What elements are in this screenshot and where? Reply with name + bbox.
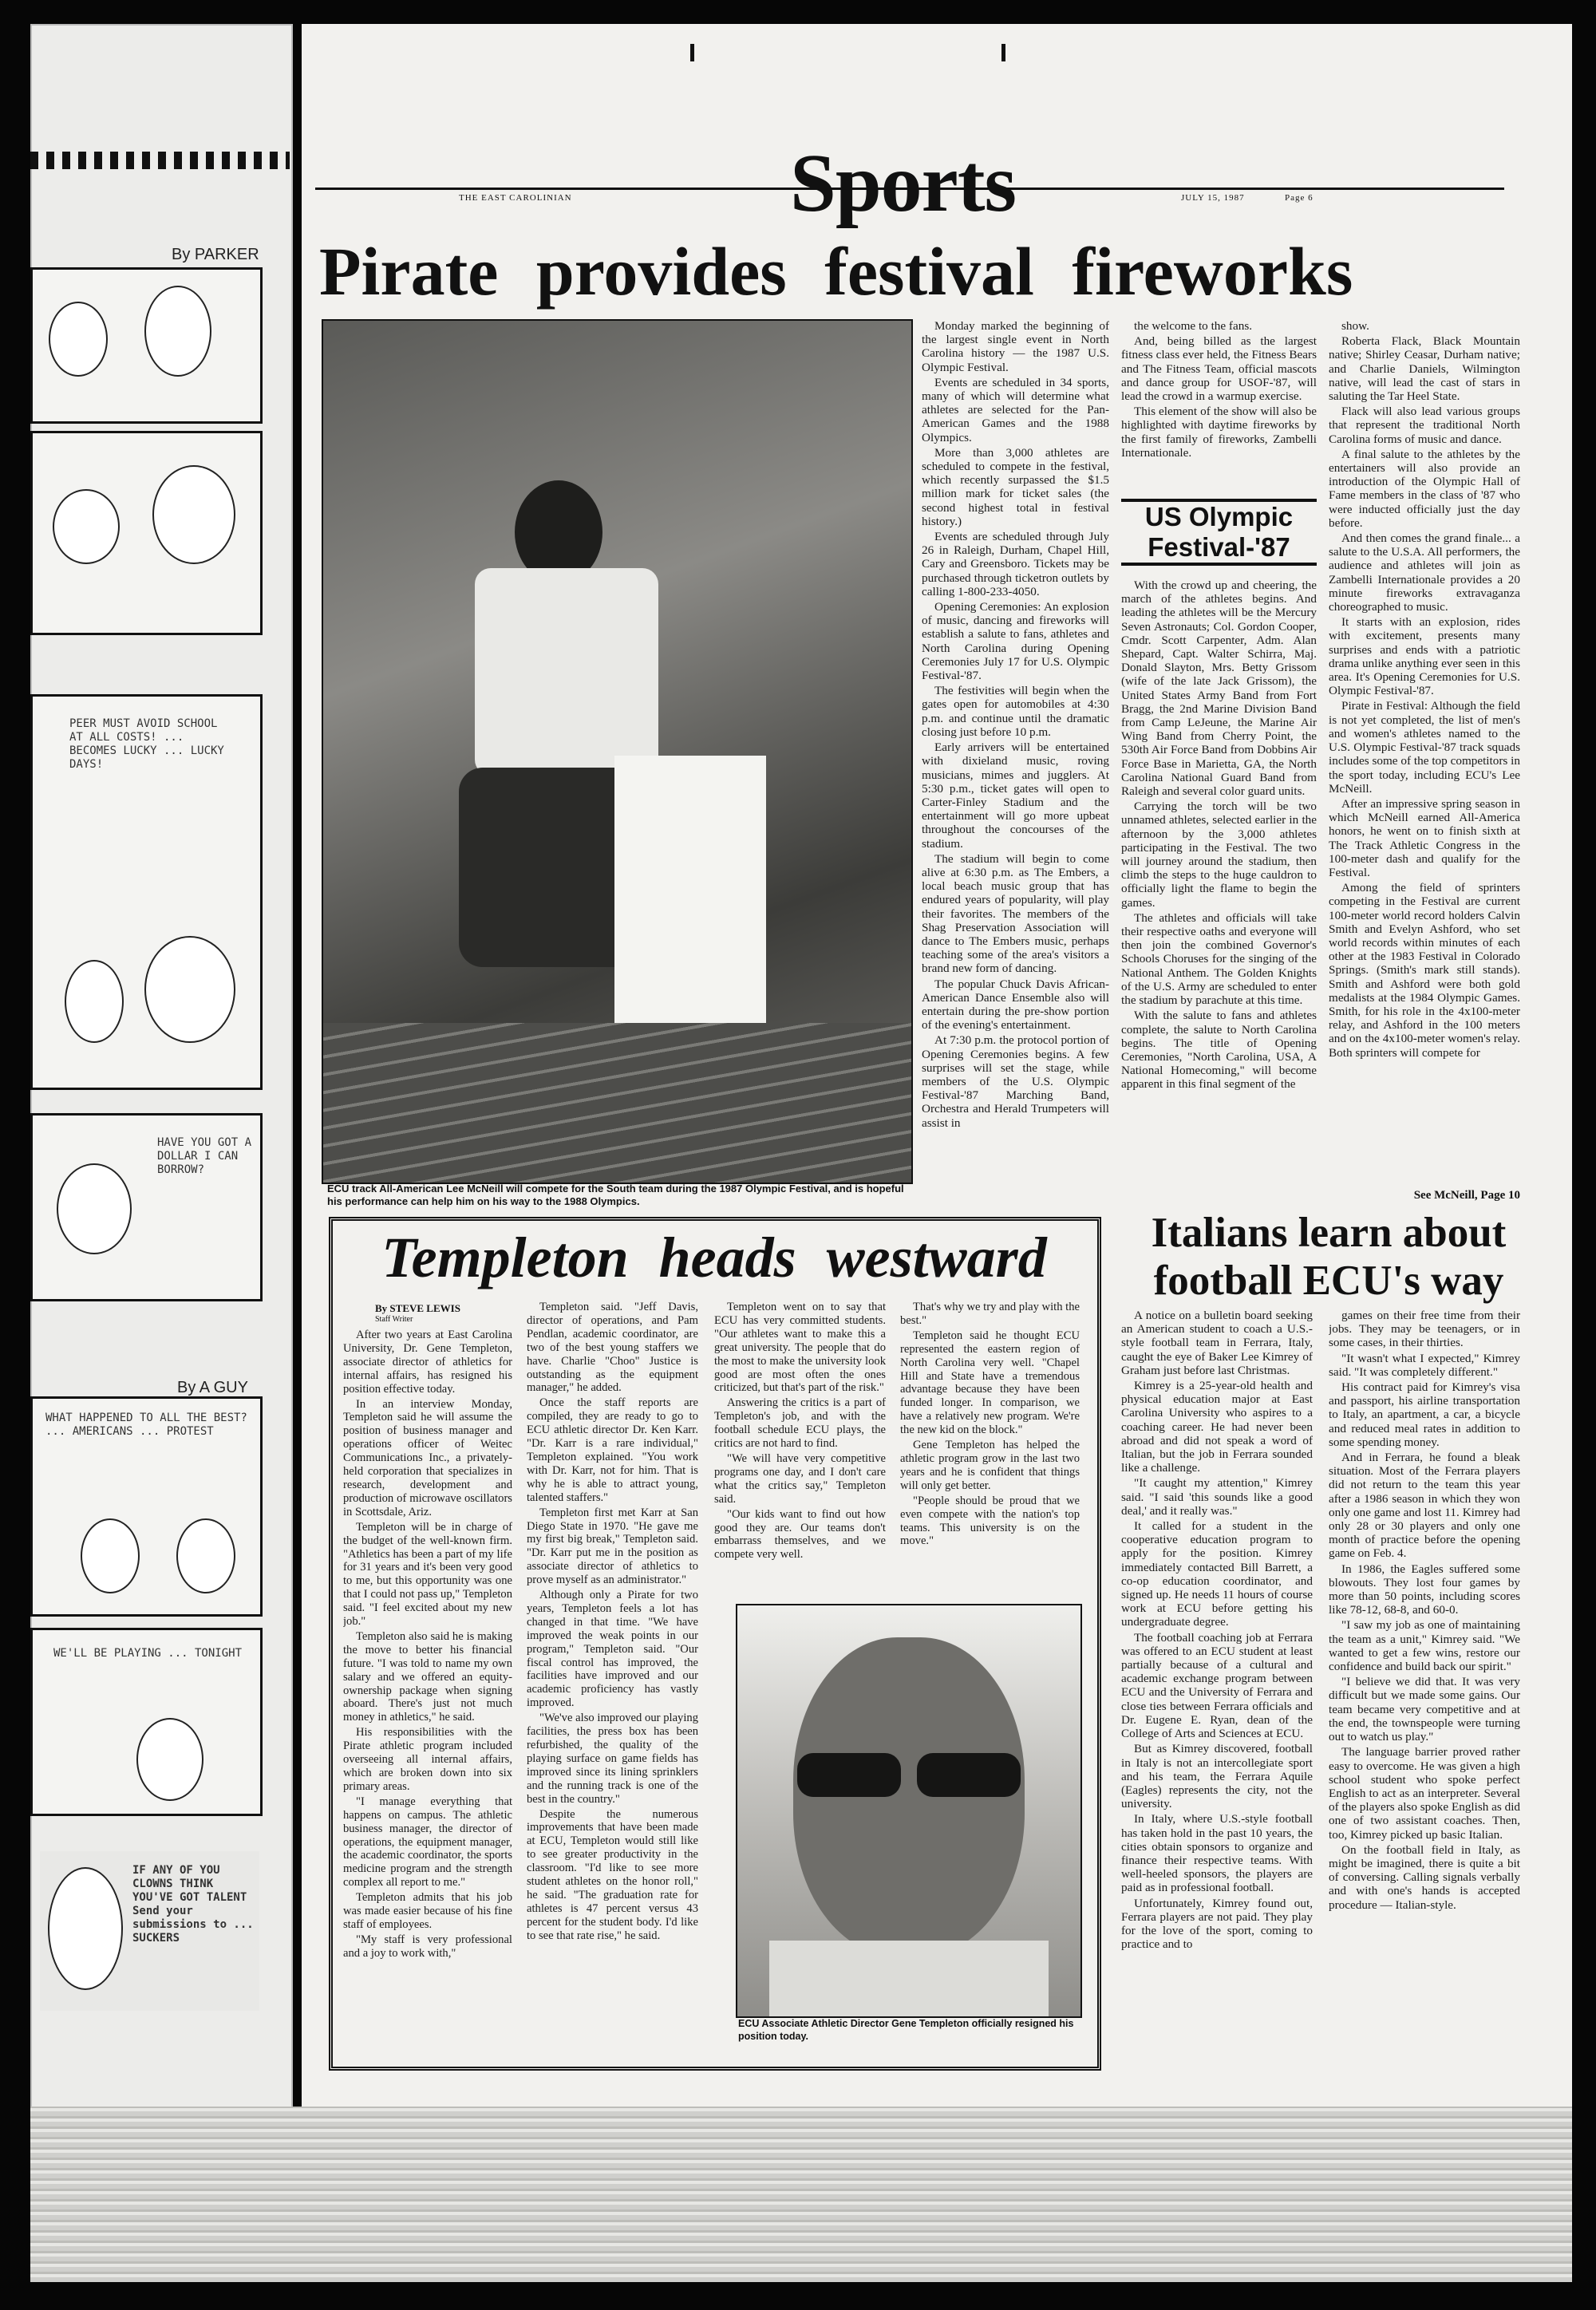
article-paragraph: A notice on a bulletin board seeking an American student to coach a U.S.-style football team in Ferrara, Italy, caught the eye of Baker Lee Kimrey of Graham just before last Christmas.: [1121, 1309, 1313, 1377]
article-paragraph: In 1986, the Eagles suffered some blowouts. They lost four games by more than 50 points, including scores like 78-12, 68-8, and 60-0.: [1329, 1562, 1520, 1617]
paper-name: THE EAST CAROLINIAN: [459, 193, 572, 203]
headline-italians: Italians learn about football ECU's way: [1151, 1210, 1507, 1304]
article-paragraph: At 7:30 p.m. the protocol portion of Opening Ceremonies begins. A few surprises will set the stage, while members of the U.S. Olympic Festival-'87 Marching Band, Orchestra and Herald Trumpeters will assist in: [922, 1033, 1109, 1130]
article-paragraph: Flack will also lead various groups that represent the traditional North Carolina forms of music and dance.: [1329, 405, 1520, 446]
article-paragraph: Once the staff reports are compiled, they are ready to go to ECU athletic director Dr. Ken Karr. "Dr. Karr is a rare individual," Templeton explained. "You work with Dr. Karr, not for him. That is why he is able to attract young, talented staffers.": [527, 1396, 698, 1504]
article-paragraph: Unfortunately, Kimrey found out, Ferrara players are not paid. They play for the love of the sport, coming to practice and to: [1121, 1896, 1313, 1952]
article-column: [1121, 578, 1317, 1217]
article-paragraph: "I believe we did that. It was very difficult but we made some gains. Our team became very competitive and at the end, the townspeople were turning out to watch us play.": [1329, 1675, 1520, 1744]
article-paragraph: This element of the show will also be highlighted with daytime fireworks by the first family of fireworks, Zambelli Internationale.: [1121, 405, 1317, 460]
photo-gene-templeton: [736, 1604, 1082, 2018]
article-paragraph: "People should be proud that we even compete with the nation's top teams. This university is on the move.": [900, 1494, 1080, 1548]
article-paragraph: That's why we try and play with the best.": [900, 1301, 1080, 1327]
registration-mark: [1001, 44, 1005, 61]
article-paragraph: The language barrier proved rather easy to overcome. He was given a high school student who spoke perfect English to act as an interpreter. Several of the players also spoke English as did one of two assistant coaches. Then, too, Kimrey picked up basic Italian.: [1329, 1745, 1520, 1842]
article-paragraph: Among the field of sprinters competing in the Festival are current 100-meter world record holders Calvin Smith and Evelyn Ashford, who set world records within minutes of each other at the 1983 Festival in Colorado Springs. (Smith's mark still stands). Smith and Ashford were both gold medalists at the 1984 Olympic Games. Smith, for his role in the 4x100-meter relay, and Ashford in the 100 meters and on the 4x100-meter women's relay. Both sprinters will compete for: [1329, 881, 1520, 1060]
article-paragraph: Pirate in Festival: Although the field is not yet completed, the list of men's and women's athletes named to the U.S. Olympic Festival-'87 track squads includes some of the top competitors in the sport today, including ECU's Lee McNeill.: [1329, 699, 1520, 796]
article-paragraph: On the football field in Italy, as might be imagined, there is quite a bit of conversing. Calling signals verbally and with one's hands is accepted procedure — Italian-style.: [1329, 1842, 1520, 1912]
article-column: [343, 1329, 512, 2047]
article-paragraph: "My staff is very professional and a joy to work with,": [343, 1933, 512, 1960]
article-paragraph: Templeton first met Karr at San Diego State in 1970. "He gave me my first big break," Templeton said. "Dr. Karr put me in the position as associate director of athletics to prove myself as an administrator.": [527, 1506, 698, 1587]
article-paragraph: Despite the numerous improvements that have been made at ECU, Templeton would still like to see greater productivity in the classroom. "I'd like to see more student athletes on the honor roll," he said. "The graduation rate for athletes is 47 percent versus 43 percent for the student body. I'd like to see that rate rise," he said.: [527, 1807, 698, 1942]
article-column: [714, 1301, 886, 1588]
comic-panel-3: [30, 694, 263, 1090]
article-paragraph: The football coaching job at Ferrara was offered to an ECU student at least partially because of a cultural and academic exchange program between ECU and the University of Ferrara and close ties between Ferrara officials and Dr. Eugene E. Ryan, dean of the College of Arts and Sciences at ECU.: [1121, 1630, 1313, 1741]
article-paragraph: The popular Chuck Davis African-American Dance Ensemble also will entertain during the pre-show portion of the evening's entertainment.: [922, 977, 1109, 1033]
page-number: Page 6: [1285, 193, 1314, 203]
article-paragraph: It starts with an explosion, rides with excitement, presents many surprises and ends with a patriotic drama unlike anything ever seen in this area. It's Opening Ceremonies for U.S. Olympic Festival-'87.: [1329, 615, 1520, 698]
headline-templeton: Templeton heads westward: [381, 1226, 1047, 1289]
article-paragraph: The athletes and officials will take their respective oaths and everyone will then join the combined Governor's Schools Choruses for the singing of the National Anthem. The Golden Knights of the U.S. Army are scheduled to enter the stadium by parachute at this time.: [1121, 910, 1317, 1008]
article-paragraph: In Italy, where U.S.-style football has taken hold in the past 10 years, the cities obtain sponsors to organize and finance their respective teams. With well-heeled sponsors, the players are paid as in professional football.: [1121, 1812, 1313, 1895]
article-column: [527, 1301, 698, 2047]
article-paragraph: The festivities will begin when the gates open for automobiles at 4:30 p.m. and continue until the dramatic closing just before 10 p.m.: [922, 684, 1109, 739]
comic-speech-text: PEER MUST AVOID SCHOOL AT ALL COSTS! ... BECOMES LUCKY ... LUCKY DAYS!: [69, 717, 224, 771]
headline-pirate-festival: Pirate provides festival fireworks: [319, 233, 1353, 310]
article-paragraph: Carrying the torch will be two unnamed athletes, selected earlier in the afternoon by the 3,000 athletes participating in the Festival. The two will journey around the stadium, then climb the steps to the huge cauldron to officially light the flame to begin the games.: [1121, 800, 1317, 910]
byline: By STEVE LEWIS: [375, 1302, 460, 1314]
article-paragraph: "We've also improved our playing facilities, the press box has been refurbished, the quality of the playing surface on game fields has improved since its lining sprinklers and the running track is one of the best in the country.": [527, 1712, 698, 1806]
article-paragraph: "I saw my job as one of maintaining the team as a unit," Kimrey said. "We wanted to get a few wins, restore our confidence and build back our spirit.": [1329, 1618, 1520, 1674]
comic-speech-text: WE'LL BE PLAYING ... TONIGHT: [53, 1647, 243, 1660]
article-paragraph: But as Kimrey discovered, football in Italy is not an intercollegiate sport and his team, the Ferrara Aquile (Eagles) represents the city, not the university.: [1121, 1742, 1313, 1811]
article-paragraph: the welcome to the fans.: [1134, 319, 1253, 333]
article-paragraph: Templeton will be in charge of the budget of the well-known firm. "Athletics has been a part of my life for 31 years and it's been very good to me, but this opportunity was one that I could not pass up," Templeton said. "I feel excited about my new job.": [343, 1520, 512, 1629]
submissions-ad: [40, 1851, 259, 2011]
article-paragraph: "Our kids want to find out how good they are. Our teams don't embarrass themselves, and we compete very well.: [714, 1507, 886, 1562]
article-paragraph: Gene Templeton has helped the athletic program grow in the last two years and he is confident that things will only get better.: [900, 1439, 1080, 1492]
comic-byline-top: By PARKER: [172, 246, 259, 263]
ad-text: IF ANY OF YOU CLOWNS THINK YOU'VE GOT TALENT Send your submissions to ... SUCKERS: [132, 1864, 254, 1945]
comic-panel-2: [30, 431, 263, 635]
article-paragraph: His contract paid for Kimrey's visa and passport, his airline transportation to Italy, an apartment, a car, a bicycle and reduced meal rates in addition to some spending money.: [1329, 1380, 1520, 1449]
article-paragraph: Templeton went on to say that ECU has very committed students. "Our athletes want to make this a great university. The people that do the most to make the university look good are most often the ones criticized, but that's part of the risk.": [714, 1301, 886, 1395]
article-paragraph: More than 3,000 athletes are scheduled to compete in the festival, which recently surpassed the $1.5 million mark for ticket sales (the second highest total in festival history.): [922, 445, 1109, 528]
photo-lee-mcneill: [322, 319, 913, 1184]
registration-mark: [690, 44, 694, 61]
article-paragraph: Early arrivers will be entertained with dixieland music, roving musicians, mimes and jugglers. At 5:30 p.m., ticket gates will open to Carter-Finley Stadium and the entertainment will go more upbeat throughout the concourses of the stadium.: [922, 740, 1109, 851]
comic-byline-bottom: By A GUY: [177, 1379, 248, 1396]
article-paragraph: His responsibilities with the Pirate athletic program included overseeing all internal affairs, which are broken down into six primary areas.: [343, 1726, 512, 1793]
article-paragraph: And in Ferrara, he found a bleak situation. Most of the Ferrara players did not return to the team this year after a 1986 season in which they won only one game and lost 11. Kimrey had only 28 or 30 players and only one month of practice before the opening game on Feb. 4.: [1329, 1451, 1520, 1561]
article-paragraph: games on their free time from their jobs. They may be teenagers, or in some cases, in their thirties.: [1329, 1309, 1520, 1350]
article-paragraph: With the crowd up and cheering, the march of the athletes begins. And leading the athletes will be the Mercury Seven Astronauts; Col. Gordon Cooper, Cmdr. Scott Carpenter, Adm. Alan Shepard, Capt. Walter Schirra, Maj. Donald Slayton, Mrs. Betty Grissom (wife of the late Jack Grissom), the United States Army Band from Fort Bragg, the 2nd Marine Division Band from Camp LeJeune, the Marine Air Wing Band from Cherry Point, the 530th Air Force Band from Dobbins Air Force Base in Marietta, GA, the North Carolina National Guard Band from Raleigh and several color guard units.: [1121, 578, 1317, 799]
comic-speech-text: WHAT HAPPENED TO ALL THE BEST? ... AMERICANS ... PROTEST: [45, 1412, 247, 1438]
article-column: [1121, 319, 1317, 495]
jump-line: See McNeill, Page 10: [1413, 1189, 1520, 1202]
article-paragraph: "It wasn't what I expected," Kimrey said. "It was completely different.": [1329, 1351, 1520, 1379]
article-paragraph: Kimrey is a 25-year-old health and physical education major at East Carolina University who aspires to a coaching career. He had never been abroad and did not speak a word of Italian, but the job in Ferrara sounded like a challenge.: [1121, 1379, 1313, 1475]
article-column: [1329, 1309, 1520, 2107]
comic-panel-6: [30, 1628, 263, 1816]
article-column: [1329, 319, 1520, 1201]
article-paragraph: Answering the critics is a part of Templeton's job, and with the football schedule ECU plays, the critics are not hard to find.: [714, 1396, 886, 1451]
article-paragraph: And, being billed as the largest fitness class ever held, the Fitness Bears and The Fitness Team, official mascots and dance group for USOF-'87, will lead the crowd in a warmup exercise.: [1121, 334, 1317, 404]
article-paragraph: With the salute to fans and athletes complete, the salute to North Carolina begins. The title of Opening Ceremonies, "North Carolina, USA, A National Homecoming," will become apparent in this final segment of the: [1121, 1009, 1317, 1092]
article-paragraph: Events are scheduled through July 26 in Raleigh, Durham, Chapel Hill, Cary and Greensboro. Tickets may be purchased through ticketron outlets by calling 1-800-233-4050.: [922, 530, 1109, 598]
olympic-festival-logo: US Olympic Festival-'87: [1121, 499, 1317, 566]
photo-caption-mcneill: ECU track All-American Lee McNeill will compete for the South team during the 1987 Olympic Festival, and is hopeful his performance can help him on his way to the 1988 Olympics.: [327, 1183, 904, 1207]
photo-caption-templeton: ECU Associate Athletic Director Gene Templeton officially resigned his position today.: [738, 2018, 1074, 2042]
article-paragraph: show.: [1341, 319, 1369, 333]
article-paragraph: "It caught my attention," Kimrey said. "I said 'this sounds like a good deal,' and it really was.": [1121, 1476, 1313, 1518]
article-paragraph: And then comes the grand finale... a salute to the U.S.A. All performers, the audience and athletes will join as Zambelli Internationale provides a 20 minute fireworks extravaganza choreographed to music.: [1329, 531, 1520, 614]
article-paragraph: A final salute to the athletes by the entertainers will also provide an introduction of the Olympic Hall of Fame members in the class of '87 who were inducted officially just the day before.: [1329, 447, 1520, 530]
article-paragraph: It called for a student in the cooperative education program to apply for the position. Kimrey immediately contacted Bill Barrett, a co-op education coordinator, and signed up. He needs 11 hours of course work at ECU before getting his undergraduate degree.: [1121, 1519, 1313, 1629]
comic-panel-5: [30, 1396, 263, 1617]
article-paragraph: Roberta Flack, Black Mountain native; Shirley Ceasar, Durham native; and Charlie Daniels, Wilmington native, will lead the cast of stars in saluting the Tar Heel State.: [1329, 334, 1520, 404]
film-edge: [30, 2107, 1572, 2282]
article-paragraph: Monday marked the beginning of the largest single event in North Carolina history — the 1987 U.S. Olympic Festival.: [922, 319, 1109, 374]
section-title: Sports: [790, 137, 1016, 229]
article-paragraph: Although only a Pirate for two years, Templeton feels a lot has changed in that time. "We have improved the weak points in our program," Templeton said. "Our fiscal control has improved, the facilities have improved and our academic proficiency has vastly improved.: [527, 1589, 698, 1710]
article-paragraph: Opening Ceremonies: An explosion of music, dancing and fireworks will establish a salute to fans, athletes and North Carolina during Opening Ceremonies July 17 for U.S. Olympic Festival-'87.: [922, 600, 1109, 683]
article-paragraph: "We will have very competitive programs one day, and I don't care what the critics say," Templeton said.: [714, 1451, 886, 1506]
article-paragraph: After two years at East Carolina University, Dr. Gene Templeton, associate director of athletics for internal affairs, has resigned his position effective today.: [343, 1329, 512, 1396]
byline-title: Staff Writer: [375, 1315, 413, 1324]
article-paragraph: "I manage everything that happens on campus. The athletic business manager, the director of operations, the equipment manager, the academic coordinator, the sports medicine program and the strength complex all report to me.": [343, 1795, 512, 1889]
comic-panel-4: [30, 1113, 263, 1301]
comic-panel-1: [30, 267, 263, 424]
article-column: [900, 1301, 1080, 1588]
article-paragraph: Templeton said he thought ECU represented the eastern region of North Carolina very well. "Chapel Hill and State have a tremendous advantage because they have been funded longer. In comparison, we have a relatively new program. We're the new kid on the block.": [900, 1329, 1080, 1437]
article-paragraph: Templeton also said he is making the move to better his financial future. "I was told to name my own salary and we offered an equity-ownership package when signing aboard. There's just not much money in athletics," he said.: [343, 1629, 512, 1724]
article-column: [922, 319, 1109, 1217]
article-paragraph: Templeton admits that his job was made easier because of his fine staff of employees.: [343, 1891, 512, 1931]
article-paragraph: Events are scheduled in 34 sports, many of which will determine what athletes are selected for the Pan-American Games and the 1988 Olympics.: [922, 375, 1109, 444]
article-paragraph: Templeton said. "Jeff Davis, director of operations, and Pam Pendlan, academic coordinator, are two of the best young staffers we have. Charlie "Choo" Justice is outstanding as the equipment manager," he added.: [527, 1301, 698, 1395]
article-paragraph: After an impressive spring season in which McNeill earned All-America honors, he went on to finish sixth at The Track Athletic Congress in the 100-meter dash and qualify for the Festival.: [1329, 796, 1520, 879]
masthead-rule: [315, 188, 1504, 190]
article-paragraph: In an interview Monday, Templeton said he will assume the position of business manager and operations officer of Weitec Communications Inc., a privately-held corporation that specializes in research, development and production of microwave oscillators in Scottsdale, Ariz.: [343, 1397, 512, 1518]
article-column: [1121, 1309, 1313, 2107]
issue-date: JULY 15, 1987: [1181, 193, 1245, 203]
article-paragraph: The stadium will begin to come alive at 6:30 p.m. as The Embers, a local beach music group that has endured years of popularity, will play their favorites. The members of the Shag Preservation Association will dance to The Embers music, perhaps teaching some of the area's visitors a brand new form of dancing.: [922, 851, 1109, 976]
decorative-border: [30, 152, 290, 169]
comic-speech-text: HAVE YOU GOT A DOLLAR I CAN BORROW?: [157, 1136, 252, 1176]
